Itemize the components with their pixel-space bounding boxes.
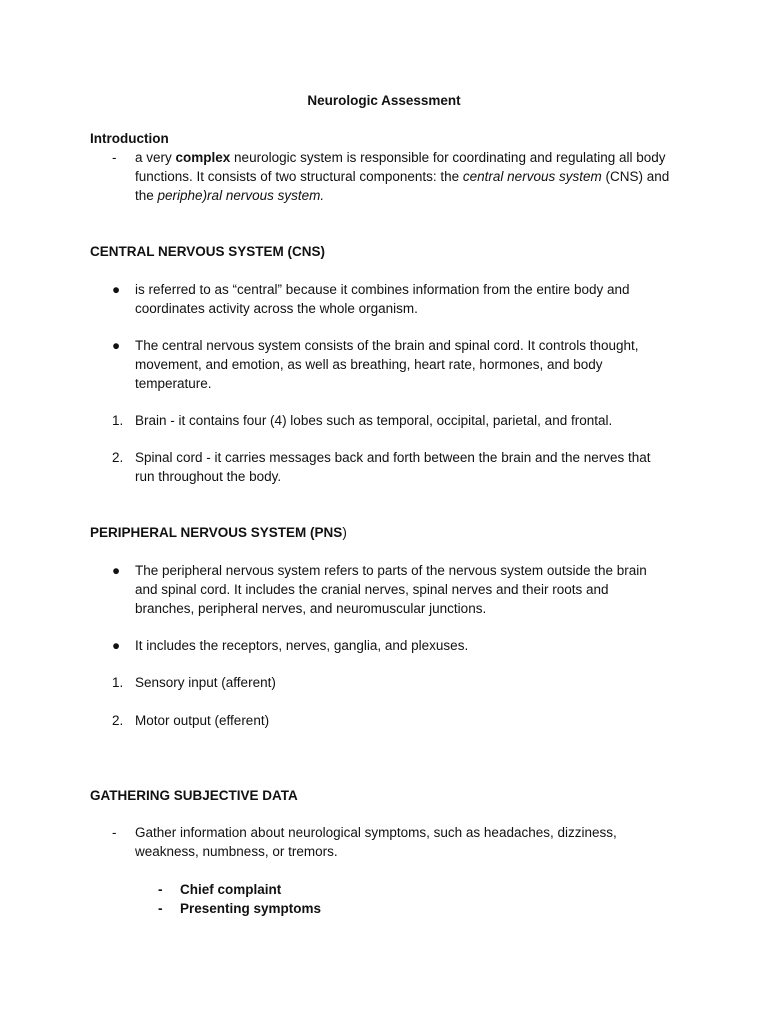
- intro-italic-cns: central nervous system: [462, 169, 602, 184]
- dash-marker: -: [158, 901, 163, 916]
- cns-bullet-text: The central nervous system consists of the brain and spinal cord. It controls thought, movement, and emotion, as well as breathing, heart rate, hormones, and body temperature.: [135, 338, 639, 391]
- pns-heading-text: PERIPHERAL NERVOUS SYSTEM (PNS: [90, 525, 343, 540]
- number-marker: 2.: [112, 713, 124, 728]
- pns-bullet-text: It includes the receptors, nerves, ganglia, and plexuses.: [135, 638, 469, 653]
- subjective-text: Gather information about neurological symptoms, such as headaches, dizziness, weakness, numbness, or tremors.: [135, 825, 617, 859]
- dash-marker: -: [158, 882, 163, 897]
- introduction-text: [135, 148, 670, 205]
- document-title: Neurologic Assessment: [307, 93, 461, 108]
- bullet-marker: ●: [112, 563, 121, 578]
- pns-numbered-text: Motor output (efferent): [135, 713, 270, 728]
- sub-list-item-text: Chief complaint: [180, 882, 282, 897]
- number-marker: 1.: [112, 675, 124, 690]
- intro-italic-pns: periphe)ral nervous system.: [157, 188, 325, 203]
- cns-numbered-text: Spinal cord - it carries messages back and forth between the brain and the nerves that run throughout the body.: [135, 450, 651, 484]
- bullet-marker: ●: [112, 282, 121, 297]
- cns-heading: CENTRAL NERVOUS SYSTEM (CNS): [90, 244, 326, 259]
- intro-text-part: (CNS) and the: [135, 169, 670, 203]
- bullet-marker: ●: [112, 338, 121, 353]
- cns-numbered-text: Brain - it contains four (4) lobes such as temporal, occipital, parietal, and frontal.: [135, 413, 613, 428]
- pns-numbered-text: Sensory input (afferent): [135, 675, 276, 690]
- pns-bullet-text: The peripheral nervous system refers to parts of the nervous system outside the brain and spinal cord. It includes the cranial nerves, spinal nerves and their roots and branches, peripheral nerves, and neuromuscular junctions.: [135, 563, 647, 616]
- number-marker: 1.: [112, 413, 124, 428]
- dash-marker: -: [112, 825, 117, 840]
- sub-list-item-text: Presenting symptoms: [180, 901, 322, 916]
- subjective-heading: GATHERING SUBJECTIVE DATA: [90, 788, 298, 803]
- dash-marker: -: [112, 150, 117, 165]
- pns-heading-paren: ): [342, 525, 347, 540]
- introduction-heading: Introduction: [90, 131, 169, 146]
- intro-bold-word: complex: [175, 150, 231, 165]
- intro-text-part: a very: [135, 150, 176, 165]
- bullet-marker: ●: [112, 638, 121, 653]
- cns-bullet-text: is referred to as “central” because it combines information from the entire body and coordinates activity across the whole organism.: [135, 282, 630, 316]
- pns-heading: [90, 523, 347, 542]
- number-marker: 2.: [112, 450, 124, 465]
- intro-text-part: neurologic system is responsible for coordinating and regulating all body functions. It consists of two structural components: the: [135, 150, 666, 184]
